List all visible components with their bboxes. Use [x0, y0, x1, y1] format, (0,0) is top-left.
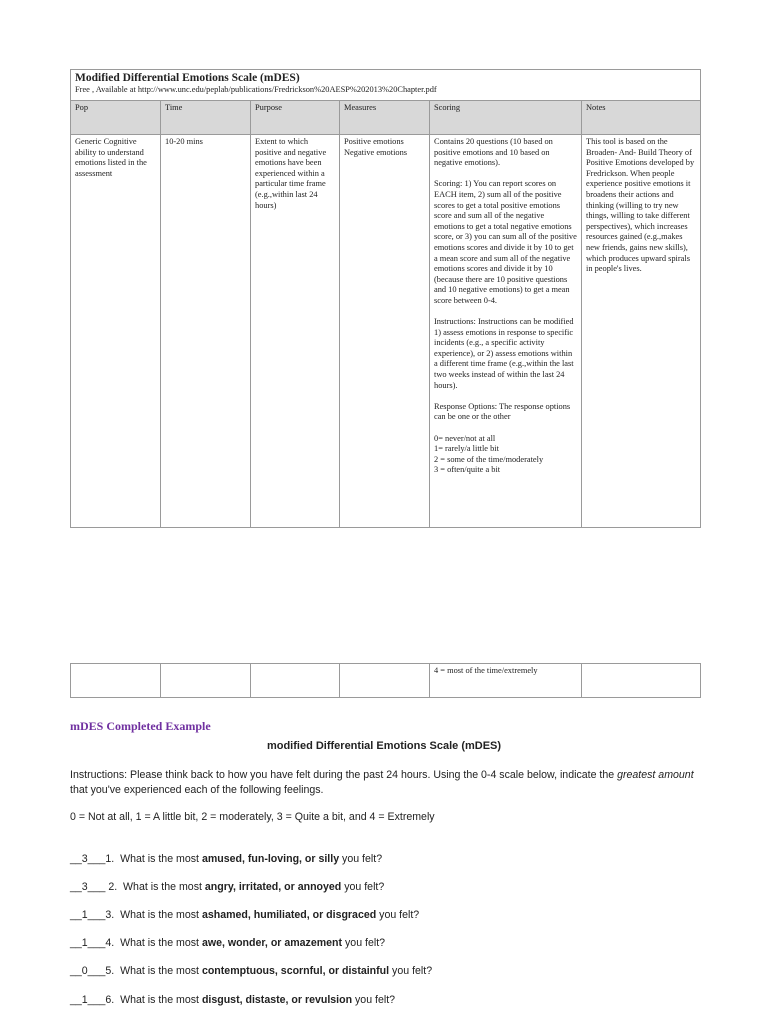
header-time: Time	[161, 101, 251, 135]
question-number: 5.	[105, 965, 115, 977]
question-item	[70, 937, 385, 949]
answer-blank[interactable]: __3___	[70, 853, 106, 865]
header-measures: Measures	[340, 101, 430, 135]
table-title-cell	[71, 70, 701, 101]
cont-cell-time	[161, 664, 251, 698]
table-title: Modified Differential Emotions Scale (mDES)	[75, 72, 300, 84]
cont-cell-measures	[340, 664, 430, 698]
question-number: 4.	[105, 937, 115, 949]
answer-blank[interactable]: __0___	[70, 965, 106, 977]
question-emotions: angry, irritated, or annoyed	[204, 881, 342, 893]
table-row	[71, 135, 701, 528]
question-text-pre: What is the most	[120, 994, 202, 1006]
question-text-pre: What is the most	[120, 909, 202, 921]
header-scoring: Scoring	[430, 101, 582, 135]
table-source: Free , Available at http://www.unc.edu/peplab/publications/Fredrickson%20AESP%202013%20Chapter.pdf	[75, 85, 437, 94]
option-2: 2 = some of the time/moderately	[434, 454, 544, 464]
header-purpose: Purpose	[251, 101, 340, 135]
instructions-pre: Instructions: Please think back to how you have felt during the past 24 hours. Using the 0-4 scale below, indicate the	[70, 769, 618, 781]
question-text-post: you felt?	[342, 937, 386, 949]
scoring-instructions: Instructions: Instructions can be modified 1) assess emotions in response to specific incidents (e.g., a specific activity experience), or 2) assess emotions within a different time frame (e.g.,within the last two weeks instead of within the last 24 hours).	[434, 317, 574, 390]
question-item	[70, 965, 432, 977]
instructions-emphasis: greatest amount	[617, 769, 694, 781]
mdes-info-table-continued	[70, 663, 701, 698]
question-number: 3.	[105, 909, 115, 921]
question-number: 2.	[108, 881, 118, 893]
question-item	[70, 994, 395, 1006]
measure-positive: Positive emotions	[344, 137, 404, 146]
question-text-pre: What is the most	[120, 965, 202, 977]
question-text-post: you felt?	[389, 965, 433, 977]
scoring-response-options: Response Options: The response options can be one or the other	[434, 401, 571, 422]
cont-cell-purpose	[251, 664, 340, 698]
question-text-post: you felt?	[341, 881, 385, 893]
question-text-post: you felt?	[339, 853, 383, 865]
mdes-info-table	[70, 69, 701, 528]
question-text-pre: What is the most	[120, 853, 202, 865]
table-header-row	[71, 101, 701, 135]
instructions-text	[70, 768, 700, 797]
example-heading: mDES Completed Example	[70, 719, 211, 733]
cont-cell-pop	[71, 664, 161, 698]
cell-measures	[340, 135, 430, 528]
cell-purpose: Extent to which positive and negative emotions have been experienced within a particular time frame (e.g.,within last 24 hours)	[251, 135, 340, 528]
question-emotions: awe, wonder, or amazement	[201, 937, 343, 949]
cont-cell-notes	[582, 664, 701, 698]
question-emotions: amused, fun-loving, or silly	[201, 853, 340, 865]
form-title: modified Differential Emotions Scale (mDES)	[266, 740, 502, 752]
option-3: 3 = often/quite a bit	[434, 465, 501, 475]
answer-blank[interactable]: __1___	[70, 937, 106, 949]
answer-blank[interactable]: __1___	[70, 909, 106, 921]
cell-scoring	[430, 135, 582, 528]
answer-blank[interactable]: __3___	[70, 881, 106, 893]
scale-legend: 0 = Not at all, 1 = A little bit, 2 = moderately, 3 = Quite a bit, and 4 = Extremely	[70, 811, 435, 823]
header-pop: Pop	[71, 101, 161, 135]
scoring-methods: Scoring: 1) You can report scores on EACH item, 2) sum all of the positive scores to get a total positive emotions score and sum all of the negative emotions to get a total negative emotions score, or 3) you can sum all of the positive emotions scores and divide it by 10 to get a mean score and sum all of the negative emotions scores and divide it by 10 (because there are 10 positive questions and 10 negative emotions) to get a mean score between 0-4.	[434, 179, 577, 305]
option-4: 4 = most of the time/extremely	[430, 664, 582, 698]
header-notes: Notes	[582, 101, 701, 135]
cell-notes: This tool is based on the Broaden- And- Build Theory of Positive Emotions developed by Fredrickson. When people experience positive emotions it broadens their actions and thinking (willing to try new things, willing to take different perspectives), which increases resources gained (e.g.,makes new friends, gains new skills), which produces upward spirals in people's lives.	[582, 135, 701, 528]
scoring-intro: Contains 20 questions (10 based on positive emotions and 10 based on negative emotions).	[434, 137, 553, 168]
question-emotions: contemptuous, scornful, or distainful	[201, 965, 390, 977]
question-number: 1.	[105, 853, 115, 865]
question-emotions: ashamed, humiliated, or disgraced	[201, 909, 377, 921]
answer-blank[interactable]: __1___	[70, 994, 106, 1006]
cell-pop: Generic Cognitive ability to understand emotions listed in the assessment	[71, 135, 161, 528]
question-text-pre: What is the most	[120, 937, 202, 949]
question-text-post: you felt?	[376, 909, 420, 921]
table-row	[71, 664, 701, 698]
option-1: 1= rarely/a little bit	[434, 444, 499, 454]
cell-time: 10-20 mins	[161, 135, 251, 528]
question-number: 6.	[105, 994, 115, 1006]
question-emotions: disgust, distaste, or revulsion	[201, 994, 353, 1006]
question-item	[70, 909, 419, 921]
question-item	[70, 853, 382, 865]
question-text-post: you felt?	[352, 994, 396, 1006]
instructions-post: that you've experienced each of the following feelings.	[70, 783, 324, 796]
option-0: 0= never/not at all	[434, 433, 496, 443]
question-item	[70, 881, 384, 893]
question-text-pre: What is the most	[123, 881, 205, 893]
measure-negative: Negative emotions	[344, 147, 408, 157]
